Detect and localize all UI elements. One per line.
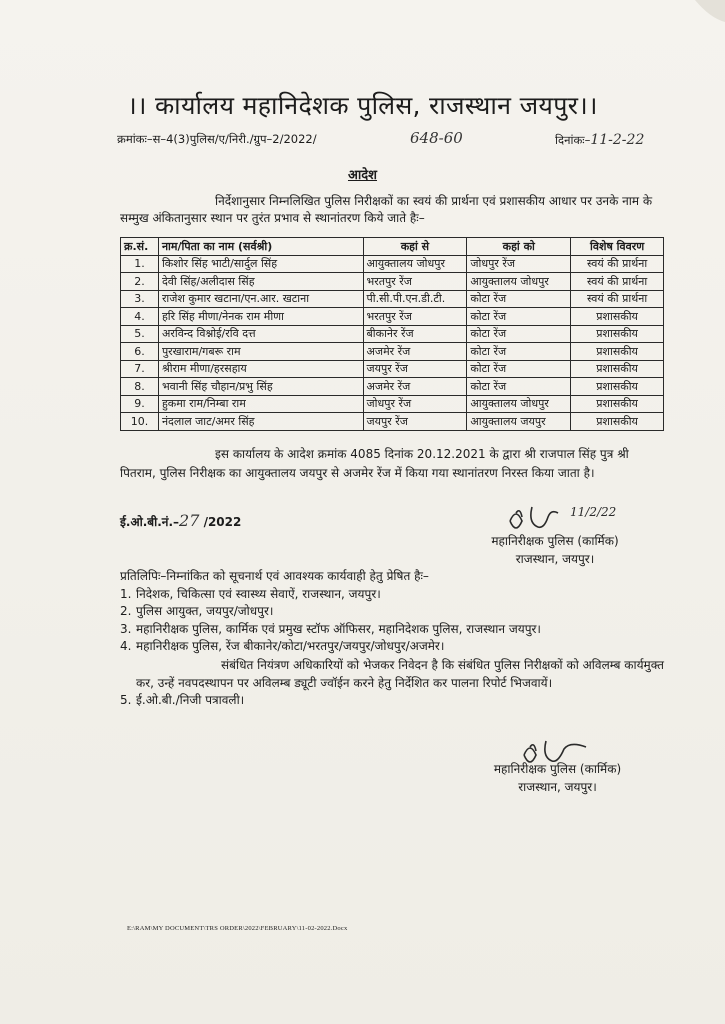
cell-from: अजमेर रेंज <box>363 378 467 396</box>
table-row <box>121 395 664 413</box>
eob-number: ई.ओ.बी.नं.–27 /2022 <box>120 511 242 530</box>
cancellation-paragraph: इस कार्यालय के आदेश क्रमांक 4085 दिनांक 20.12.2021 के द्वारा श्री राजपाल सिंह पुत्र श्री पितराम, पुलिस निरीक्षक का आयुक्तालय जयपुर से अजमेर रेंज में किया गया स्थानांतरण निरस्त किया जाता है। <box>120 447 629 480</box>
cell-from: आयुक्तालय जोधपुर <box>363 255 467 273</box>
cell-to: आयुक्तालय जोधपुर <box>467 273 571 291</box>
cell-sno: 5. <box>121 325 159 343</box>
transfer-table <box>120 237 664 431</box>
cell-name: अरविन्द विश्नोई/रवि दत्त <box>158 325 363 343</box>
cell-sno: 9. <box>121 395 159 413</box>
cell-to: कोटा रेंज <box>467 325 571 343</box>
table-row <box>121 308 664 326</box>
cell-to: आयुक्तालय जयपुर <box>467 413 571 431</box>
table-row <box>121 343 664 361</box>
cell-remarks: प्रशासकीय <box>571 378 664 396</box>
cell-remarks: स्वयं की प्रार्थना <box>571 255 664 273</box>
list-item: 5. ई.ओ.बी./निजी पत्रावली। <box>120 692 245 707</box>
header-to: कहां को <box>467 238 571 256</box>
copy-intro: प्रतिलिपिः–निम्नांकित को सूचनार्थ एवं आवश्यक कार्यवाही हेतु प्रेषित हैः– <box>120 569 429 583</box>
cell-name: देवी सिंह/अलीदास सिंह <box>158 273 363 291</box>
header-remarks: विशेष विवरण <box>571 238 664 256</box>
order-heading: आदेश <box>347 168 378 183</box>
cell-to: कोटा रेंज <box>467 343 571 361</box>
cell-to: आयुक्तालय जोधपुर <box>467 395 571 413</box>
cell-name: किशोर सिंह भाटी/सार्दुल सिंह <box>158 255 363 273</box>
cell-name: हरि सिंह मीणा/नेनक राम मीणा <box>158 308 363 326</box>
cell-remarks: प्रशासकीय <box>571 343 664 361</box>
intro-paragraph: निर्देशानुसार निम्नलिखित पुलिस निरीक्षकों का स्वयं की प्रार्थना एवं प्रशासकीय आधार पर उनके नाम के सम्मुख अंकितानुसार स्थान पर तुरंत प्रभाव से स्थानांतरण किये जाते हैः– <box>120 194 653 225</box>
cell-remarks: प्रशासकीय <box>571 413 664 431</box>
signature-date-1: 11/2/22 <box>570 505 617 519</box>
cell-remarks: प्रशासकीय <box>571 395 664 413</box>
reference-number-handwritten: 648-60 <box>410 129 463 147</box>
office-title: ।। कार्यालय महानिदेशक पुलिस, राजस्थान जयपुर।। <box>127 91 598 120</box>
cell-remarks: स्वयं की प्रार्थना <box>571 273 664 291</box>
cell-name: हुकमा राम/निम्बा राम <box>158 395 363 413</box>
list-item: 1. निदेशक, चिकित्सा एवं स्वास्थ्य सेवाऐं, राजस्थान, जयपुर। <box>120 586 381 601</box>
cell-from: जोधपुर रेंज <box>363 395 467 413</box>
signer-place-1: राजस्थान, जयपुर। <box>515 552 595 566</box>
table-row <box>121 360 664 378</box>
date-label: दिनांकः– <box>555 133 591 147</box>
cell-sno: 3. <box>121 290 159 308</box>
cell-sno: 8. <box>121 378 159 396</box>
date-handwritten: 11-2-22 <box>590 132 645 148</box>
list-item: 3. महानिरीक्षक पुलिस, कार्मिक एवं प्रमुख स्टॉफ ऑफिसर, महानिदेशक पुलिस, राजस्थान जयपुर। <box>120 621 541 636</box>
table-row <box>121 378 664 396</box>
table-row <box>121 413 664 431</box>
footer-file-path: E:\RAM\MY DOCUMENT\TRS ORDER\2022\FEBRUARY\11-02-2022.Docx <box>127 925 348 932</box>
signer-block-1 <box>470 532 640 568</box>
table-row <box>121 255 664 273</box>
cell-from: बीकानेर रेंज <box>363 325 467 343</box>
cell-remarks: प्रशासकीय <box>571 308 664 326</box>
table-row <box>121 273 664 291</box>
copy-to-section <box>120 568 668 709</box>
signer-block-2 <box>475 760 640 796</box>
signer-designation-1: महानिरीक्षक पुलिस (कार्मिक) <box>491 534 619 548</box>
header-sno: क्र.सं. <box>121 238 159 256</box>
cell-from: भरतपुर रेंज <box>363 273 467 291</box>
eob-number-handwritten: 27 <box>179 511 200 530</box>
list-item: 2. पुलिस आयुक्त, जयपुर/जोधपुर। <box>120 604 274 618</box>
copy-list <box>120 586 668 656</box>
copy-note: संबंधित नियंत्रण अधिकारियों को भेजकर निवेदन है कि संबंधित पुलिस निरीक्षकों को अविलम्ब कार्यमुक्त कर, उन्हें नवपदस्थापन पर अविलम्ब ड्यूटी ज्वॉईन करने हेतु निर्देशित कर पालना रिपोर्ट भिजवायें। <box>136 657 664 690</box>
cell-sno: 6. <box>121 343 159 361</box>
cell-sno: 1. <box>121 255 159 273</box>
cell-sno: 4. <box>121 308 159 326</box>
signer-place-2: राजस्थान, जयपुर। <box>518 780 597 794</box>
cell-from: अजमेर रेंज <box>363 343 467 361</box>
cell-name: श्रीराम मीणा/हरसहाय <box>158 360 363 378</box>
list-item: 4. महानिरीक्षक पुलिस, रेंज बीकानेर/कोटा/भरतपुर/जयपुर/जोधपुर/अजमेर। <box>120 639 445 653</box>
reference-label: क्रमांकः–स–4(3)पुलिस/ए/निरी./ग्रुप–2/2022/ <box>117 132 317 146</box>
table-row <box>121 290 664 308</box>
cell-from: पी.सी.पी.एन.डी.टी. <box>363 290 467 308</box>
cell-to: कोटा रेंज <box>467 378 571 396</box>
table-row <box>121 325 664 343</box>
cell-name: भवानी सिंह चौहान/प्रभु सिंह <box>158 378 363 396</box>
cell-sno: 2. <box>121 273 159 291</box>
cell-to: कोटा रेंज <box>467 290 571 308</box>
cell-to: कोटा रेंज <box>467 360 571 378</box>
cell-remarks: प्रशासकीय <box>571 360 664 378</box>
cell-name: पुरखाराम/गबरू राम <box>158 343 363 361</box>
cell-remarks: प्रशासकीय <box>571 325 664 343</box>
cell-name: नंदलाल जाट/अमर सिंह <box>158 413 363 431</box>
cell-to: कोटा रेंज <box>467 308 571 326</box>
header-from: कहां से <box>363 238 467 256</box>
cell-from: जयपुर रेंज <box>363 413 467 431</box>
cell-from: भरतपुर रेंज <box>363 308 467 326</box>
table-header-row <box>121 238 664 256</box>
cell-remarks: स्वयं की प्रार्थना <box>571 290 664 308</box>
cell-sno: 10. <box>121 413 159 431</box>
cell-to: जोधपुर रेंज <box>467 255 571 273</box>
cell-from: जयपुर रेंज <box>363 360 467 378</box>
date-line <box>555 132 644 148</box>
signer-designation-2: महानिरीक्षक पुलिस (कार्मिक) <box>493 762 622 776</box>
cell-sno: 7. <box>121 360 159 378</box>
page-fold-shadow <box>665 0 725 40</box>
cell-name: राजेश कुमार खटाना/एन.आर. खटाना <box>158 290 363 308</box>
header-name: नाम/पिता का नाम (सर्वश्री) <box>158 238 363 256</box>
